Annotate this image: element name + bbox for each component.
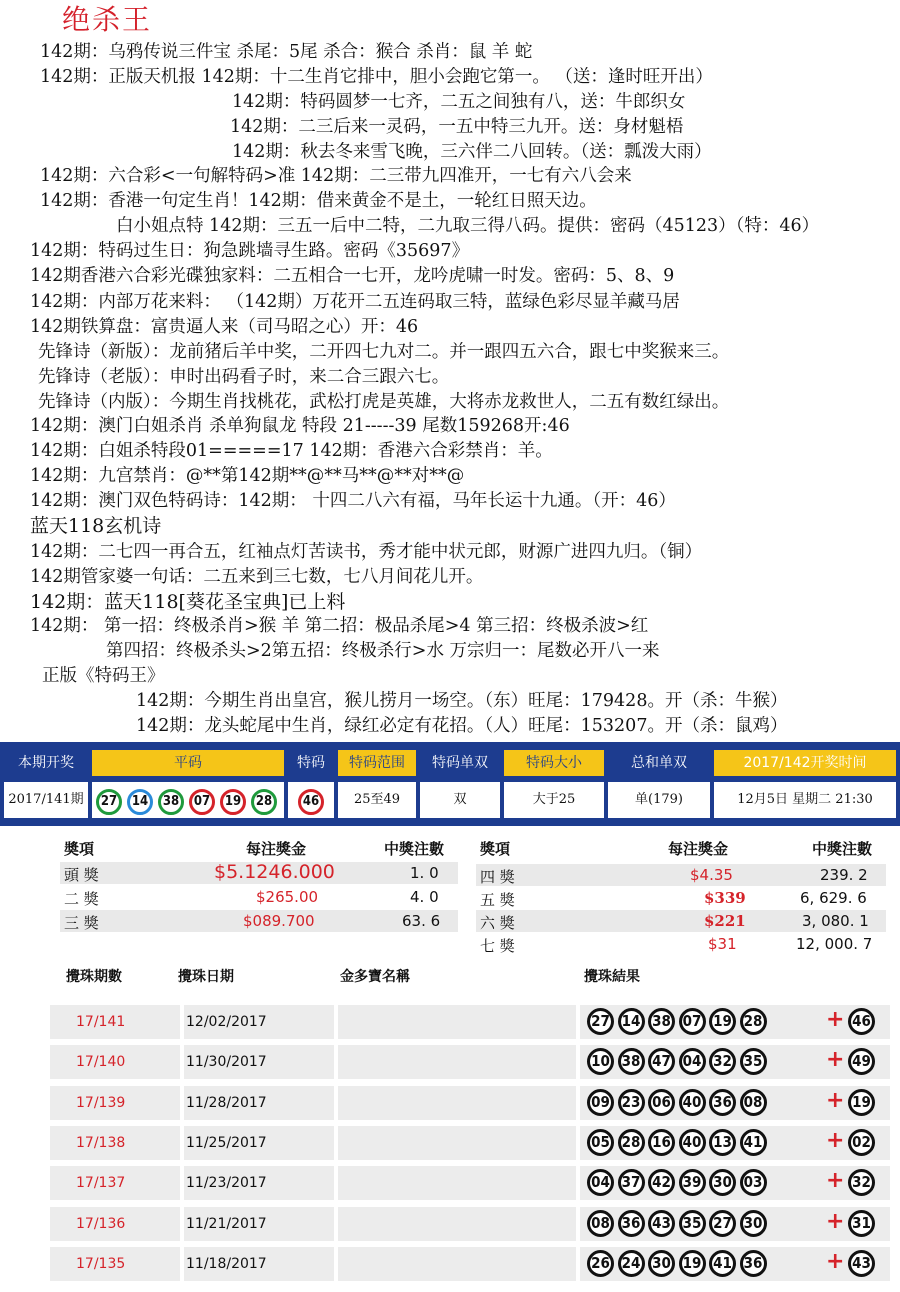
prize-header-winners: 中獎注數 [384, 840, 445, 858]
history-row [50, 1247, 890, 1281]
draw-time-cell: 12月5日 星期二 21:30 [714, 782, 896, 818]
plus-sign: + [826, 1208, 845, 1234]
text-line: 142期：香港一句定生肖！142期：借来黄金不是土，一轮红日照天边。 [40, 191, 597, 211]
prize-winners: 3, 080. 1 [802, 912, 869, 930]
result-ball: 30 [740, 1210, 767, 1237]
result-ball: 03 [740, 1169, 767, 1196]
header-size: 特码大小 [504, 750, 604, 776]
prize-name: 三 獎 [64, 914, 99, 932]
result-ball: 19 [679, 1250, 706, 1277]
text-line: 142期：澳门白姐杀肖 杀单狗鼠龙 特段 21-----39 尾数159268开:46 [30, 416, 570, 436]
column-divider [576, 1086, 580, 1120]
prize-amount: $339 [704, 889, 746, 907]
result-ball: 35 [679, 1210, 706, 1237]
regular-ball: 27 [96, 789, 122, 815]
history-header-jackpot: 金多寶名稱 [340, 969, 410, 985]
text-line: 142期管家婆一句话：二五来到三七数，七八月间花儿开。 [30, 567, 484, 587]
column-divider [576, 1045, 580, 1079]
history-row [50, 1005, 890, 1039]
header-sum-odd-even: 总和单双 [608, 750, 710, 776]
plus-sign: + [826, 1248, 845, 1274]
prize-winners: 239. 2 [820, 866, 868, 884]
history-row [50, 1207, 890, 1241]
regular-ball: 07 [189, 789, 215, 815]
result-ball: 38 [618, 1048, 645, 1075]
result-ball: 39 [679, 1169, 706, 1196]
text-line: 先锋诗（老版）：申时出码看子时，来二合三跟六七。 [38, 367, 450, 387]
column-divider [180, 1126, 184, 1160]
text-line: 142期：九宫禁肖：@**第142期**@**马**@**对**@ [30, 466, 465, 486]
result-ball: 05 [587, 1129, 614, 1156]
result-ball: 37 [618, 1169, 645, 1196]
text-line: 白小姐点特 142期：三五一后中二特，二九取三得八码。提供：密码（45123）（特：46） [116, 216, 820, 236]
prize-header-amount: 每注獎金 [668, 840, 729, 858]
column-divider [334, 1247, 338, 1281]
page-title: 绝杀王 [62, 3, 153, 36]
result-ball: 09 [587, 1089, 614, 1116]
plus-sign: + [826, 1168, 845, 1194]
result-ball: 27 [587, 1008, 614, 1035]
result-ball: 28 [618, 1129, 645, 1156]
result-ball: 47 [648, 1048, 675, 1075]
prize-amount: $221 [704, 912, 746, 930]
range-cell: 25至49 [338, 782, 416, 818]
result-ball: 40 [679, 1129, 706, 1156]
column-divider [576, 1207, 580, 1241]
history-period: 17/138 [76, 1134, 126, 1151]
column-divider [576, 1005, 580, 1039]
text-line: 先锋诗（新版）：龙前猪后羊中奖，二开四七九对二。并一跟四五六合，跟七中奖猴来三。 [38, 342, 730, 362]
result-ball: 43 [648, 1210, 675, 1237]
text-line: 142期：白姐杀特段01=====17 142期：香港六合彩禁肖：羊。 [30, 441, 553, 461]
result-ball: 35 [740, 1048, 767, 1075]
history-header-result: 攪珠結果 [584, 969, 640, 985]
history-row [50, 1086, 890, 1120]
text-line: 142期：二七四一再合五，红袖点灯苦读书，秀才能中状元郎，财源广进四九归。（铜） [30, 542, 703, 562]
special-result-ball: 31 [848, 1210, 875, 1237]
text-line: 142期：今期生肖出皇宫，猴儿捞月一场空。（东）旺尾：179428。开（杀：牛猴） [136, 691, 788, 711]
sum-odd-even-cell: 单(179) [608, 782, 710, 818]
special-ball-cell [288, 782, 334, 818]
result-ball: 38 [648, 1008, 675, 1035]
regular-ball: 19 [220, 789, 246, 815]
plus-sign: + [826, 1087, 845, 1113]
prize-amount: $4.35 [690, 866, 733, 884]
text-line: 142期：澳门双色特码诗：142期： 十四二八六有福，马年长运十九通。（开：46） [30, 491, 676, 511]
history-period: 17/141 [76, 1014, 126, 1030]
history-date: 11/25/2017 [186, 1134, 267, 1151]
text-line: 142期：二三后来一灵码，一五中特三九开。送：身材魁梧 [230, 117, 684, 137]
column-divider [334, 1207, 338, 1241]
regular-ball: 38 [158, 789, 184, 815]
result-ball: 40 [679, 1089, 706, 1116]
history-row [50, 1126, 890, 1160]
special-result-ball: 49 [848, 1048, 875, 1075]
header-draw-time: 2017/142开奖时间 [714, 750, 896, 776]
regular-ball: 28 [251, 789, 277, 815]
result-ball: 42 [648, 1169, 675, 1196]
result-ball: 27 [709, 1210, 736, 1237]
history-period: 17/136 [76, 1215, 126, 1232]
history-period: 17/137 [76, 1175, 126, 1192]
prize-header-name: 獎項 [480, 840, 511, 858]
result-ball: 07 [679, 1008, 706, 1035]
section-heading: 蓝天118玄机诗 [30, 515, 162, 537]
plus-sign: + [826, 1007, 845, 1032]
text-line: 142期：特码圆梦一七齐，二五之间独有八，送：牛郎织女 [232, 92, 686, 112]
prize-name: 四 獎 [480, 868, 515, 886]
text-line: 142期：龙头蛇尾中生肖，绿红必定有花招。（人）旺尾：153207。开（杀：鼠鸡） [136, 716, 788, 736]
result-ball: 30 [648, 1250, 675, 1277]
result-ball: 08 [587, 1210, 614, 1237]
header-range: 特码范围 [338, 750, 416, 776]
text-line: 142期：特码过生日：狗急跳墙寻生路。密码《35697》 [30, 241, 470, 261]
special-result-ball: 46 [848, 1008, 875, 1035]
text-line: 142期：六合彩<一句解特码>准 142期：二三带九四准开，一七有六八会来 [40, 166, 632, 186]
special-result-ball: 02 [848, 1129, 875, 1156]
history-header-date: 攪珠日期 [178, 969, 234, 985]
header-current-draw: 本期开奖 [4, 750, 88, 776]
prize-winners: 4. 0 [410, 888, 439, 906]
history-date: 12/02/2017 [186, 1014, 267, 1030]
result-ball: 08 [740, 1089, 767, 1116]
header-special: 特码 [288, 750, 334, 776]
column-divider [334, 1086, 338, 1120]
history-period: 17/140 [76, 1054, 126, 1071]
text-line: 142期：正版天机报 142期：十二生肖它排中，胆小会跑它第一。 （送：逢时旺开出） [40, 67, 713, 87]
plus-sign: + [826, 1127, 845, 1153]
history-period: 17/135 [76, 1255, 126, 1272]
result-ball: 30 [709, 1169, 736, 1196]
history-period: 17/139 [76, 1094, 126, 1111]
prize-header-name: 奬項 [64, 840, 95, 858]
history-date: 11/30/2017 [186, 1054, 267, 1071]
column-divider [180, 1247, 184, 1281]
prize-header-winners: 中獎注數 [812, 840, 873, 858]
text-line: 142期：乌鸦传说三件宝 杀尾：5尾 杀合：猴合 杀肖：鼠 羊 蛇 [40, 42, 533, 62]
history-date: 11/18/2017 [186, 1255, 267, 1272]
result-ball: 36 [618, 1210, 645, 1237]
history-header-period: 攪珠期數 [66, 969, 122, 985]
text-line: 先锋诗（内版）：今期生肖找桃花，武松打虎是英雄，大将赤龙救世人，二五有数红绿出。 [38, 392, 730, 412]
history-date: 11/21/2017 [186, 1215, 267, 1232]
text-line: 142期： 第一招：终极杀肖>猴 羊 第二招：极品杀尾>4 第三招：终极杀波>红 [30, 616, 649, 636]
prize-winners: 63. 6 [402, 912, 441, 930]
text-line: 142期香港六合彩光碟独家料：二五相合一七开，龙吟虎啸一时发。密码：5、8、9 [30, 266, 675, 286]
prize-name: 頭 獎 [64, 866, 99, 884]
period-cell: 2017/141期 [4, 782, 88, 818]
column-divider [334, 1166, 338, 1200]
prize-amount: $265.00 [256, 888, 319, 906]
column-divider [180, 1207, 184, 1241]
column-divider [576, 1126, 580, 1160]
result-ball: 41 [740, 1129, 767, 1156]
odd-even-cell: 双 [420, 782, 500, 818]
column-divider [334, 1045, 338, 1079]
special-result-ball: 32 [848, 1169, 875, 1196]
column-divider [334, 1126, 338, 1160]
history-date: 11/28/2017 [186, 1094, 267, 1111]
result-ball: 04 [679, 1048, 706, 1075]
prize-name: 六 獎 [480, 914, 515, 932]
prize-amount: $31 [708, 935, 737, 953]
prize-name: 五 獎 [480, 891, 515, 909]
regular-balls-cell [92, 782, 284, 818]
regular-ball: 14 [127, 789, 153, 815]
column-divider [180, 1045, 184, 1079]
history-row [50, 1166, 890, 1200]
prize-winners: 1. 0 [410, 864, 439, 882]
text-line: 142期：蓝天118[葵花圣宝典]已上料 [30, 591, 346, 613]
column-divider [576, 1166, 580, 1200]
text-line: 142期：内部万花来料： （142期）万花开二五连码取三特，蓝绿色彩尽显羊藏马居 [30, 292, 680, 312]
special-ball-value: 46 [298, 789, 324, 815]
results-table [0, 742, 900, 826]
text-line: 142期铁算盘：富贵逼人来（司马昭之心）开：46 [30, 317, 419, 337]
result-ball: 36 [740, 1250, 767, 1277]
header-odd-even: 特码单双 [420, 750, 500, 776]
header-regular: 平码 [92, 750, 284, 776]
column-divider [180, 1086, 184, 1120]
special-result-ball: 43 [848, 1250, 875, 1277]
prize-name: 二 獎 [64, 890, 99, 908]
history-row [50, 1045, 890, 1079]
result-ball: 26 [587, 1250, 614, 1277]
result-ball: 41 [709, 1250, 736, 1277]
result-ball: 10 [587, 1048, 614, 1075]
result-ball: 14 [618, 1008, 645, 1035]
prize-winners: 12, 000. 7 [796, 935, 873, 953]
prize-amount: $089.700 [243, 912, 315, 930]
result-ball: 23 [618, 1089, 645, 1116]
text-line: 正版《特码王》 [42, 666, 165, 686]
text-line: 142期：秋去冬来雪飞晚，三六伴二八回转。（送：瓢泼大雨） [232, 142, 712, 162]
size-cell: 大于25 [504, 782, 604, 818]
text-line: 第四招：终极杀头>2第五招：终极杀行>水 万宗归一：尾数必开八一来 [106, 641, 660, 661]
result-ball: 13 [709, 1129, 736, 1156]
result-ball: 06 [648, 1089, 675, 1116]
prize-winners: 6, 629. 6 [800, 889, 867, 907]
result-ball: 19 [709, 1008, 736, 1035]
column-divider [576, 1247, 580, 1281]
column-divider [334, 1005, 338, 1039]
special-result-ball: 19 [848, 1089, 875, 1116]
column-divider [180, 1166, 184, 1200]
result-ball: 32 [709, 1048, 736, 1075]
prize-header-amount: 每注獎金 [246, 840, 307, 858]
column-divider [180, 1005, 184, 1039]
result-ball: 24 [618, 1250, 645, 1277]
prize-amount: $5.1246.000 [214, 861, 335, 883]
history-date: 11/23/2017 [186, 1175, 267, 1192]
prize-name: 七 獎 [480, 937, 515, 955]
result-ball: 16 [648, 1129, 675, 1156]
plus-sign: + [826, 1047, 845, 1073]
result-ball: 04 [587, 1169, 614, 1196]
result-ball: 28 [740, 1008, 767, 1035]
result-ball: 36 [709, 1089, 736, 1116]
